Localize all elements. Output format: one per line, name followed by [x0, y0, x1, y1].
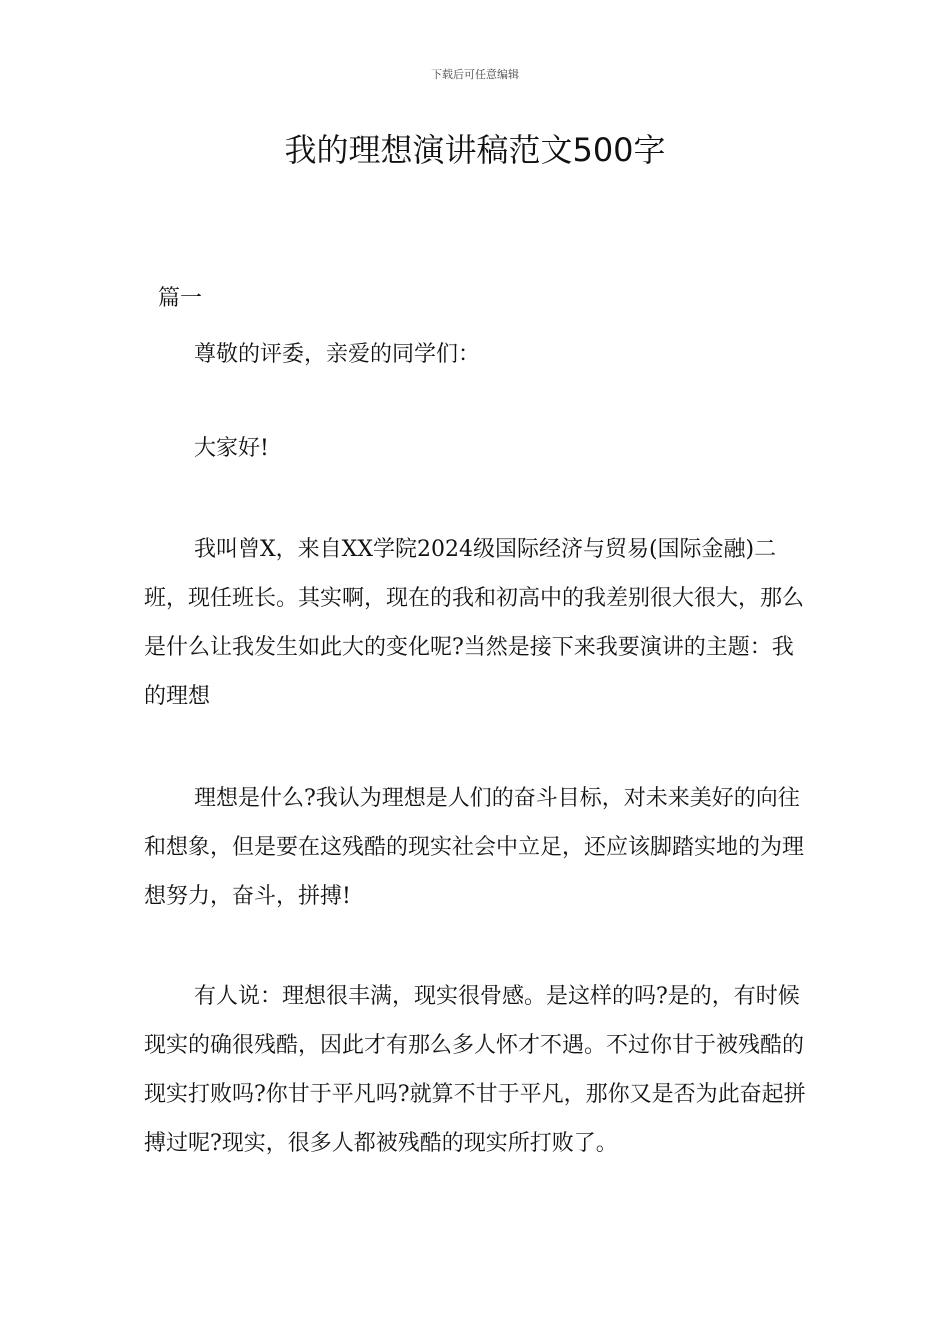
paragraph-what-is-ideal: 理想是什么?我认为理想是人们的奋斗目标，对未来美好的向往和想象，但是要在这残酷的现实社会中立足，还应该脚踏实地的为理想努力，奋斗，拼搏! [144, 786, 805, 909]
document-title: 我的理想演讲稿范文500字 [284, 131, 666, 169]
paragraph-introduction: 我叫曾X，来自XX学院2024级国际经济与贸易(国际金融)二班，现任班长。其实啊，现在的我和初高中的我差别很大很大，那么是什么让我发生如此大的变化呢?当然是接下来我要演讲的主题：我的理想 [144, 537, 805, 709]
paragraph-greeting: 大家好! [194, 436, 269, 461]
paragraph-reality: 有人说：理想很丰满，现实很骨感。是这样的吗?是的，有时候现实的确很残酷，因此才有那么多人怀才不遇。不过你甘于被残酷的现实打败吗?你甘于平凡吗?就算不甘于平凡，那你又是否为此奋起拼搏过呢?现实，很多人都被残酷的现实所打败了。 [144, 984, 806, 1156]
paragraph-salutation: 尊敬的评委，亲爱的同学们： [194, 342, 481, 367]
section-label: 篇一 [158, 286, 203, 311]
header-note: 下载后可任意编辑 [431, 68, 519, 81]
